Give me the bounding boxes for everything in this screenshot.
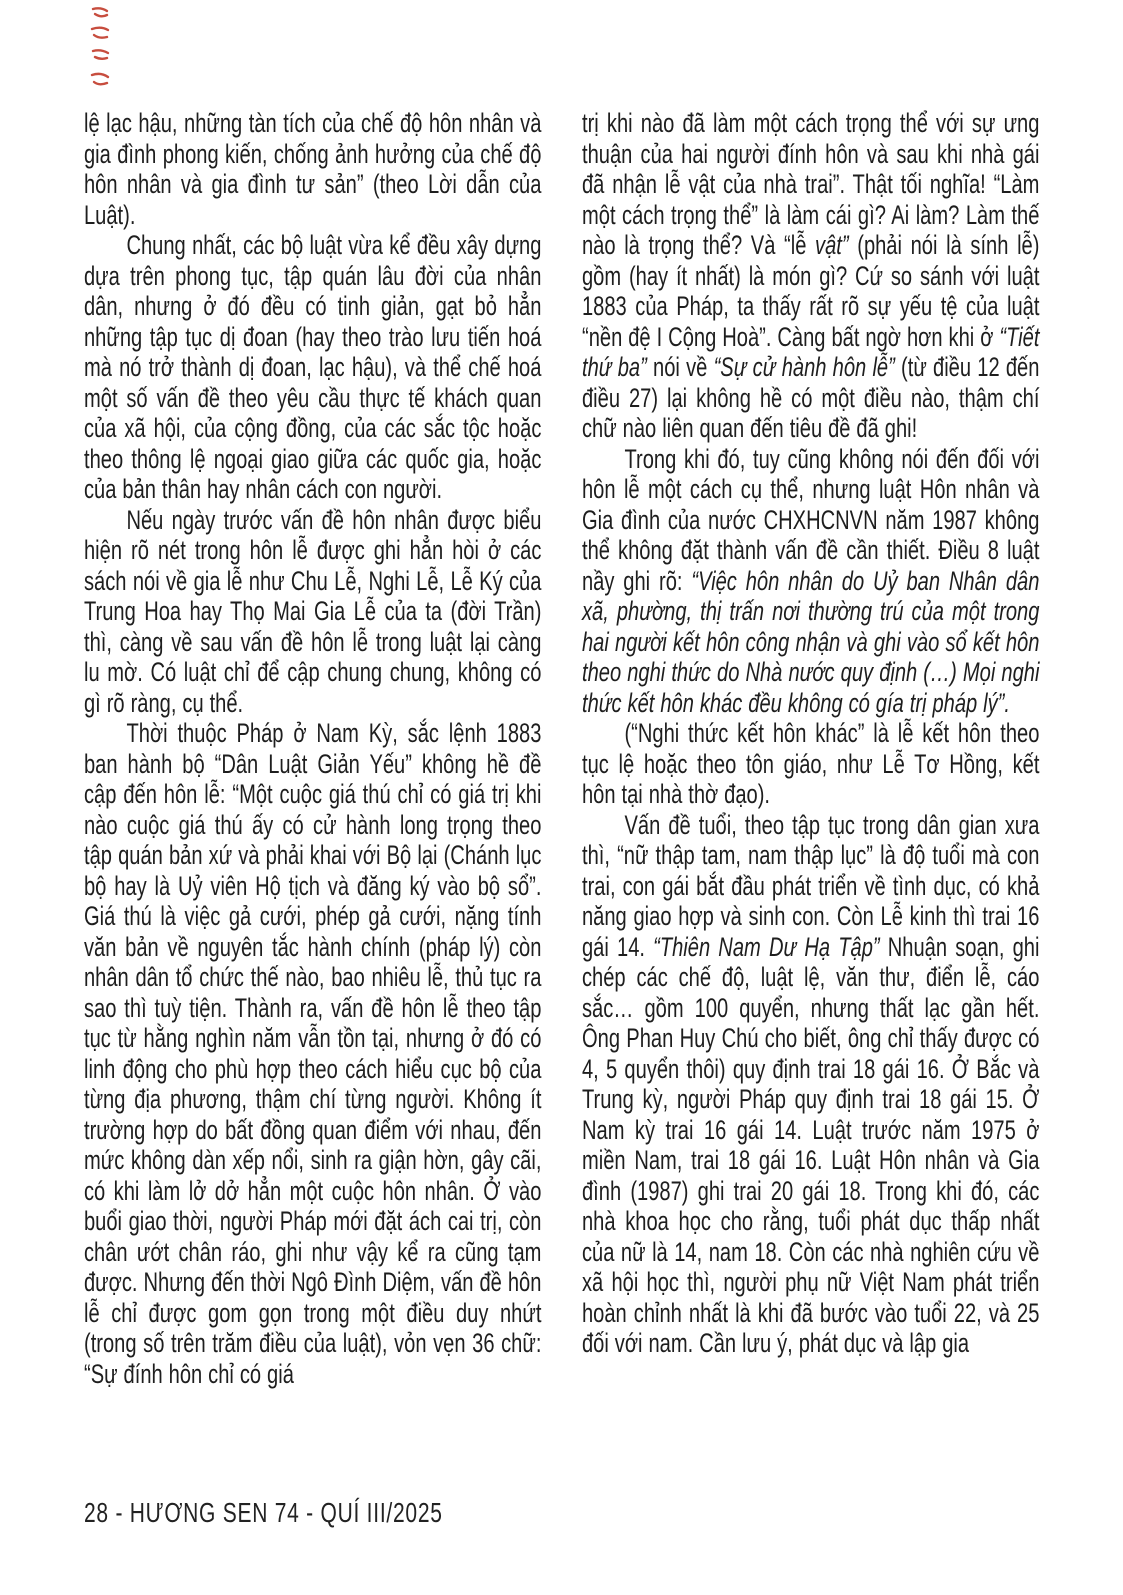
text-run: lệ lạc hậu, những tàn tích của chế độ hôn nhân và gia đình phong kiến, chống ảnh hưởng của chế độ hôn nhân và gia đình tư sản” (theo Lời dẫn của Luật). [84, 108, 542, 230]
paragraph [582, 810, 1039, 1359]
text-run: (từ điều 12 đến điều 27) lại không hề có một điều nào, thậm chí chữ nào liên quan đến tiêu đề đã ghi! [582, 352, 1040, 443]
paragraph [582, 108, 1039, 444]
paragraph [84, 108, 541, 230]
page-footer: 28 - HƯƠNG SEN 74 - QUÍ III/2025 [84, 1497, 443, 1528]
paragraph [84, 505, 541, 719]
text-run: Vấn đề tuổi, theo tập tục trong dân gian xưa thì, “nữ thập tam, nam thập lục” là độ tuổi mà con trai, con gái bắt đầu phát triển về tình dục, có khả năng giao hợp và sinh con. Còn Lễ kinh thì trai 16 gái 14. [582, 809, 1040, 962]
text-column-right [582, 108, 1039, 1359]
text-run: nói về [646, 352, 714, 382]
text-run: Thời thuộc Pháp ở Nam Kỳ, sắc lệnh 1883 ban hành bộ “Dân Luật Giản Yếu” không hề đề cập đến hôn lễ: “Một cuộc giá thú chỉ có giá trị khi nào cuộc giá thú ấy có cử hành long trọng theo tập quán bản xứ và phải khai với Bộ lại (Chánh lục bộ hay là Uỷ viên Hộ tịch và đăng ký vào bộ sổ”. Giá thú là việc gả cưới, phép gả cưới, nặng tính văn bản về nguyên tắc hành chính (pháp lý) còn nhân dân tổ chức thế nào, bao nhiêu lễ, thủ tục ra sao thì tuỳ tiện. Thành ra, vấn đề hôn lễ theo tập tục từ hằng nghìn năm vẫn tồn tại, nhưng ở đó có linh động cho phù hợp theo cách hiểu cục bộ của từng địa phương, thậm chí từng người. Không ít trường hợp do bất đồng quan điểm với nhau, đến mức không dàn xếp nổi, sinh ra giận hờn, gây cãi, có khi làm lở dở hẳn một cuộc hôn nhân. Ở vào buổi giao thời, người Pháp mới đặt ách cai trị, còn chân ướt chân ráo, ghi như vậy kể ra cũng tạm được. Nhưng đến thời Ngô Đình Diệm, vấn đề hôn lễ chỉ được gom gọn trong một điều duy nhứt (trong số trên trăm điều của luật), vỏn vẹn 36 chữ: “Sự đính hôn chỉ có giá [84, 718, 542, 1389]
text-run: (phải nói là sính lễ) gồm (hay ít nhất) là món gì? Cứ so sánh với luật 1883 của Pháp, ta thấy rất rõ sự yếu tệ của luật “nền đệ I Cộng Hoà”. Càng bất ngờ hơn khi ở [582, 230, 1040, 352]
red-pen-marks-icon [86, 5, 116, 97]
italic-text-run: “Tiết thứ ba” [582, 321, 1040, 382]
italic-text-run: “Việc hôn nhân do Uỷ ban Nhân dân xã, phường, thị trấn nơi thường trú của một trong hai người kết hôn công nhận và ghi vào sổ kết hôn theo nghi thức do Nhà nước quy định (…) Mọi nghi thức kết hôn khác đều không có gía trị pháp lý”. [582, 565, 1040, 718]
text-run: Nhuận soạn, ghi chép các chế độ, luật lệ, văn thư, điển lễ, cáo sắc… gồm 100 quyển, nhưng thất lạc gần hết. Ông Phan Huy Chú cho biết, ông chỉ thấy được có 4, 5 quyển thôi) quy định trai 18 gái 16. Ở Bắc và Trung kỳ, người Pháp quy định trai 18 gái 15. Ở Nam kỳ trai 16 gái 14. Luật trước năm 1975 ở miền Nam, trai 18 gái 16. Luật Hôn nhân và Gia đình (1987) ghi trai 20 gái 18. Trong khi đó, các nhà khoa học cho rằng, tuổi phát dục thấp nhất của nữ là 14, nam 18. Còn các nhà nghiên cứu về xã hội học thì, người phụ nữ Việt Nam phát triển hoàn chỉnh nhất là khi đã bước vào tuổi 22, và 25 đối với nam. Cần lưu ý, phát dục và lập gia [582, 931, 1040, 1358]
text-run: trị khi nào đã làm một cách trọng thể với sự ưng thuận của hai người đính hôn và sau khi nhà gái đã nhận lễ vật của nhà trai”. Thật tối nghĩa! “Làm một cách trọng thể” là làm cái gì? Ai làm? Làm thế nào là trọng thể? Và “lễ [582, 108, 1040, 260]
paragraph [84, 718, 541, 1389]
text-run: Chung nhất, các bộ luật vừa kể đều xây dựng dựa trên phong tục, tập quán lâu đời của nhân dân, nhưng ở đó đều có tinh giản, gạt bỏ hẳn những tập tục dị đoan (hay theo trào lưu tiến hoá mà nó trở thành dị đoan, lạc hậu), và thể chế hoá một số vấn đề theo yêu cầu thực tế khách quan của xã hội, của cộng đồng, của các sắc tộc hoặc theo thông lệ ngoại giao giữa các quốc gia, hoặc của bản thân hay nhân cách con người. [84, 230, 542, 504]
paragraph [582, 718, 1039, 810]
text-run: Trong khi đó, tuy cũng không nói đến đối với hôn lễ một cách cụ thể, nhưng luật Hôn nhân và Gia đình của nước CHXHCNVN năm 1987 không thể không đặt thành vấn đề cần thiết. Điều 8 luật nầy ghi rõ: [582, 443, 1040, 596]
italic-text-run: “Thiên Nam Dư Hạ Tập” [653, 931, 880, 962]
italic-text-run: “Sự cử hành hôn lễ” [713, 352, 895, 382]
paragraph [582, 444, 1039, 719]
italic-text-run: vật” [815, 230, 849, 260]
text-column-left [84, 108, 541, 1389]
paragraph [84, 230, 541, 505]
text-run: (“Nghi thức kết hôn khác” là lễ kết hôn theo tục lệ hoặc theo tôn giáo, như Lễ Tơ Hồng, kết hôn tại nhà thờ đạo). [582, 718, 1040, 809]
text-run: Nếu ngày trước vấn đề hôn nhân được biểu hiện rõ nét trong hôn lễ được ghi hẳn hòi ở các sách nói về gia lễ như Chu Lễ, Nghi Lễ, Lễ Ký của Trung Hoa hay Thọ Mai Gia Lễ của ta (đời Trần) thì, càng về sau vấn đề hôn lễ trong luật lại càng lu mờ. Có luật chỉ để cập chung chung, không có gì rõ ràng, cụ thể. [84, 504, 542, 718]
